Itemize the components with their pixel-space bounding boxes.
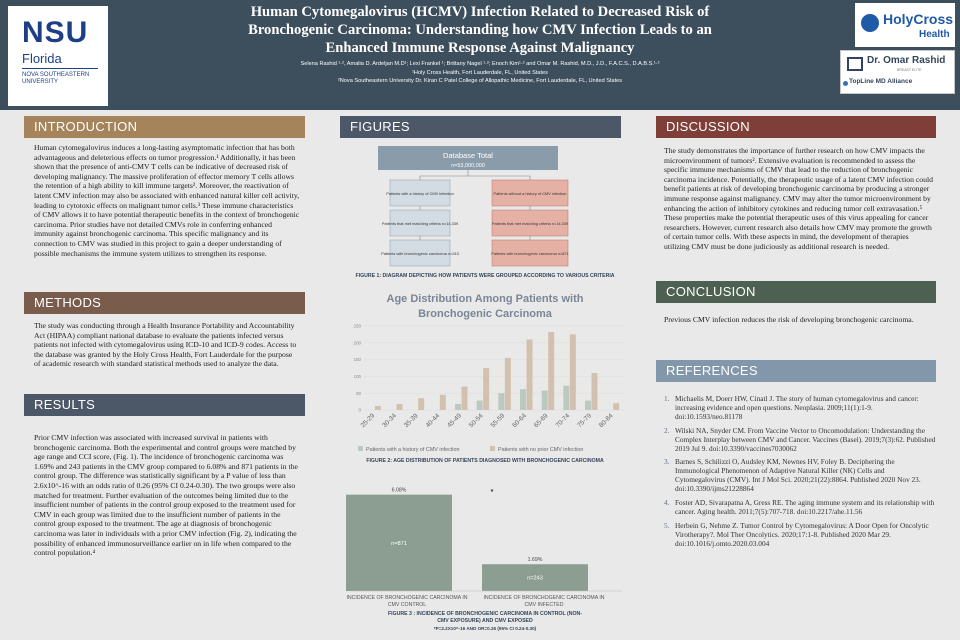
figure-3-caption-line-3: *P=2.2X10^-16 AND OR=0.26 (95% CI 0.24-0.30)	[433, 626, 537, 631]
bar-count-label: n=243	[527, 575, 543, 582]
non-cmv-history-label: Patients without a history of CMV infection	[493, 191, 567, 196]
reference-number: 2.	[664, 425, 670, 435]
nsu-logo	[8, 6, 108, 106]
bar-non-cmv	[613, 403, 619, 410]
nsu-logo-subtitle: Florida	[22, 51, 62, 66]
y-tick-label: 50	[356, 390, 361, 396]
x-tick-label: 50-54	[467, 412, 485, 430]
figure-2-chart	[340, 288, 630, 460]
bar-non-cmv	[505, 358, 511, 410]
x-tick-label: 80-84	[597, 412, 615, 430]
reference-text: Barnes S, Schilizzi O, Audsley KM, Newnes HV, Foley B. Deciphering the Immunological Phenomenon of Adaptive Natural Killer (NK) Cells and Cytomegalovirus (CMV). Int J Mol Sci. 2020;21(22):8864. Published 2020 Nov 23. doi:10.3390/ijms21228864	[675, 457, 921, 494]
y-tick-label: 0	[358, 407, 361, 413]
bar-cmv	[563, 386, 569, 410]
x-tick-label: 30-34	[381, 412, 398, 430]
reference-text: Michaelis M, Doerr HW, Cinatl J. The story of human cytomegalovirus and cancer: increasing evidence and open questions. Neoplasia. 2009;11(1):1-9. doi:10.1593/neo.81178	[675, 394, 919, 421]
affiliation-1: ¹Holy Cross Health, Fort Lauderdale, FL, United States	[412, 69, 548, 76]
legend-label-cmv: Patients with a history of CMV infection	[366, 447, 460, 453]
x-label-control-2: CMV CONTROL	[387, 602, 427, 608]
figure-3-caption	[340, 611, 630, 632]
bar-cmv	[585, 401, 591, 410]
nsu-logo-name: NOVA SOUTHEASTERN UNIVERSITY	[22, 72, 90, 85]
holy-cross-subtitle: Health	[919, 29, 950, 40]
bar-cmv	[477, 401, 483, 410]
reference-item	[664, 499, 936, 517]
reference-list	[664, 395, 936, 554]
topline-dot-icon	[843, 81, 848, 86]
x-tick-label: 25-29	[359, 412, 377, 430]
results-heading: RESULTS	[24, 394, 305, 416]
bar-non-cmv	[397, 404, 403, 410]
author-list: Selena Rashid ¹·², Amalia D. Ardeljan M.D¹; Lexi Frankel ¹; Brittany Nagel ¹·²; Enoch Kim¹·² and Omar M. Rashid, M.D., J.D., F.A.C.S., D.A.B.S.¹·²	[300, 61, 660, 67]
figure-3-caption-line-2: CMV EXPOSURE) AND CMV EXPOSED	[437, 618, 533, 624]
figure-3-chart	[340, 470, 630, 610]
figure-2-caption: FIGURE 2: AGE DISTRIBUTION OF PATIENTS DIAGNOSED WITH BRONCHOGENIC CARCINOMA	[366, 458, 604, 464]
reference-text: Foster AD, Sivarapatna A, Gress RE. The aging immune system and its relationship with cancer. Aging health. 2011;7(5):707-718. doi:10.2217/ahe.11.56	[675, 498, 935, 516]
bar-non-cmv	[418, 398, 424, 410]
poster-authors	[220, 60, 740, 86]
cmv-carcinoma-label: Patients with bronchogenic carcinoma n=243	[381, 251, 459, 256]
bar-non-cmv	[483, 368, 489, 410]
references-heading: REFERENCES	[656, 360, 936, 382]
bar-non-cmv	[462, 386, 468, 410]
figure-3-caption-line-1: FIGURE 3 : INCIDENCE OF BRONCHOGENIC CARCINOMA IN CONTROL (NON-	[388, 611, 582, 617]
reference-text: Herbein G, Nehme Z. Tumor Control by Cytomegalovirus: A Door Open for Oncolytic Virotherapy?. Mol Ther Oncolytics. 2020;17:1-8. Published 2020 Mar 29. doi:10.1016/j.omto.2020.03.004	[675, 520, 929, 548]
x-tick-label: 75-79	[576, 412, 593, 430]
dr-logo-subtitle: BREAST ELITE	[897, 68, 922, 72]
legend-label-non-cmv: Patients with no prior CMV infection	[498, 447, 584, 453]
bar-non-cmv	[592, 373, 598, 410]
nsu-logo-divider	[22, 68, 98, 69]
y-tick-label: 150	[353, 357, 361, 363]
reference-item	[664, 522, 936, 549]
bar-non-cmv	[570, 334, 576, 410]
poster-header	[0, 0, 960, 110]
cross-icon	[861, 14, 879, 32]
figure-2-title-line-1: Age Distribution Among Patients with	[386, 293, 584, 305]
results-text: Prior CMV infection was associated with increased survival in patients with bronchogenic carcinoma. Both the experimental and control groups were matched by age range and CCI score, (Fig. 1). The incidence of bronchogenic carcinoma was 1.69% and 243 patients in the CMV group compared to 6.08% and 871 patients in the control group. The difference was statistically significant by a P value of less than 2.6x10^-16 with an odds ratio of 0.26 (95% CI 0.24-0.30). The two groups were also matched for treatment. Further evaluation of the outcomes being limited due to the insufficient number of patients in the control group exposed to the treatment used for CMV in each group was limited due to the insufficient number of patients in the control group exposed to the treatment. The age at diagnosis of bronchogenic carcinoma was later in individuals with a prior CMV infection (Fig. 2), indicating the possibility of enhanced immunosurveillance earlier on in life when compared to the control population.⁴	[34, 433, 298, 558]
methods-text: The study was conducting through a Health Insurance Portability and Accountability Act (HIPAA) compliant national database to evaluate the patients infected versus patients not infected with cytomegalovirus using ICD-10 and ICD-9 codes. Access to the database was granted by the Holy Cross Health, Fort Lauderdale for the purpose of academic research with standard statistical methods used to analyze the data.	[34, 321, 297, 369]
figure-1-diagram	[340, 140, 630, 288]
x-tick-label: 45-49	[446, 412, 463, 430]
y-tick-label: 200	[353, 340, 361, 346]
introduction-heading: INTRODUCTION	[24, 116, 305, 138]
reference-number: 4.	[664, 498, 670, 508]
figures-heading: FIGURES	[340, 116, 621, 138]
legend-swatch-non-cmv	[490, 446, 495, 451]
discussion-heading: DISCUSSION	[656, 116, 936, 138]
conclusion-heading: CONCLUSION	[656, 281, 936, 303]
x-tick-label: 55-59	[489, 412, 507, 430]
introduction-text: Human cytomegalovirus induces a long-lasting asymptomatic infection that has both advantageous and deleterious effects on tumor progression.¹ Additionally, it has been shown that the presence of anti-CMV T cells can be indicative of decreased risk of developing malignancy. The massive proliferation of effector memory T cells allows the retention of a high ability to kill immune targets². Moreover, the reactivation of latent CMV infection may also be associated with enhanced natural killer cell activity, leading to cytotoxic effects on malignant tumor cells.³ These immune characteristics of CMV allows it to have potential therapeutic benefits in the context of bronchogenic carcinoma. Prior studies have not detailed CMVs role in conferring enhanced immunity against bronchogenic carcinoma. This specific malignancy and its connection to CMV was studied in this project to gain a deeper understanding of possible mechanisms the immune system utilizes to strengthen its response.	[34, 143, 300, 258]
bar-cmv	[542, 391, 548, 410]
bar-non-cmv	[440, 395, 446, 410]
dr-logo-footer: TopLine MD Alliance	[849, 78, 913, 85]
x-tick-label: 40-44	[424, 412, 442, 430]
dr-logo-icon	[847, 57, 863, 71]
reference-number: 3.	[664, 457, 670, 467]
value-label: 6.08%	[391, 487, 407, 494]
x-tick-label: 65-69	[532, 412, 550, 430]
affiliation-2: ²Nova Southeastern University Dr. Kiran C Patel College of Allopathic Medicine, Fort Lauderdale, FL, United States	[337, 78, 623, 84]
value-label: 1.69%	[527, 557, 543, 564]
cmv-matched-label: Patients that met matching criteria n=14,339	[381, 221, 459, 226]
reference-number: 5.	[664, 520, 670, 530]
holy-cross-name: HolyCross	[883, 11, 954, 27]
reference-number: 1.	[664, 394, 670, 403]
methods-heading: METHODS	[24, 292, 305, 314]
non-cmv-carcinoma-label: Patients with bronchogenic carcinoma n=871	[491, 251, 569, 256]
discussion-text: The study demonstrates the importance of further research on how CMV impacts the microenvironment of tumors². Extensive evaluation is recommended to assess the specific immune mechanisms of CMV that lead to the reduction of bronchogenic carcinoma incidence. Potentially, the therapeutic usage of a latent CMV infection could benefit patients at risk of developing bronchogenic carcinoma by producing a stronger immune response against malignancy. CMV may alter the tumor microenvironment by enhancing the action of inhibitory cytokines and reducing tumor cell extravasation.⁵ These properties make the potential therapeutic uses of this virus appealing for cancer researchers. However, current research also details how CMV may promote the growth of certain tumor cells. With these aspects in mind, the development of therapies utilizing CMV must be done judiciously as additional research is needed.	[664, 146, 933, 251]
legend-swatch-cmv	[358, 446, 363, 451]
bar-non-cmv	[548, 332, 554, 410]
bar-cmv	[498, 393, 504, 410]
bar-non-cmv	[527, 339, 533, 410]
significance-marker: *	[490, 489, 494, 496]
x-label-control-1: INCIDENCE OF BRONCHOGENIC CARCINOMA IN	[346, 595, 468, 601]
holy-cross-logo	[855, 3, 955, 47]
figure-2-title-line-2: Bronchogenic Carcinoma	[418, 308, 552, 320]
y-tick-label: 100	[353, 374, 361, 379]
dr-rashid-logo	[840, 50, 955, 94]
reference-item	[664, 458, 936, 494]
conclusion-text: Previous CMV infection reduces the risk of developing bronchogenic carcinoma.	[664, 315, 914, 324]
database-total-value: n=53,000,000	[451, 163, 485, 169]
dr-logo-name: Dr. Omar Rashid	[867, 55, 946, 66]
x-tick-label: 60-64	[511, 412, 528, 430]
figure-1-caption: FIGURE 1: DIAGRAM DEPICTING HOW PATIENTS WERE GROUPED ACCORDING TO VARIOUS CRITERIA	[355, 273, 615, 279]
x-label-infected-1: INCIDENCE OF BRONCHOGENIC CARCINOMA IN	[483, 595, 605, 601]
x-label-infected-2: CMV INFECTED	[524, 602, 564, 608]
x-tick-label: 70-74	[554, 412, 572, 430]
bar-cmv	[520, 389, 526, 410]
bar-non-cmv	[375, 406, 381, 410]
bar-cmv	[455, 404, 461, 410]
nsu-logo-mark: NSU	[22, 16, 89, 49]
reference-item	[664, 427, 936, 454]
cmv-history-label: Patients with a history of CMV infection	[386, 191, 454, 196]
poster-title: Human Cytomegalovirus (HCMV) Infection Related to Decreased Risk of Bronchogenic Carcinoma: Understanding how CMV Infection Leads to an Enhanced Immune Response Against Malignancy	[248, 4, 712, 56]
reference-text: Wilski NA, Snyder CM. From Vaccine Vector to Oncomodulation: Understanding the Complex Interplay between CMV and Cancer. Vaccines (Basel). 2019;7(3):62. Published 2019 Jul 9. doi:10.3390/vaccines7030062	[675, 425, 936, 453]
x-tick-label: 35-39	[402, 412, 420, 430]
reference-item	[664, 395, 936, 422]
y-tick-label: 250	[353, 323, 361, 329]
bar-count-label: n=871	[391, 540, 407, 547]
database-total-label: Database Total	[443, 151, 493, 160]
non-cmv-matched-label: Patients that met matching criteria n=14,339	[491, 221, 569, 226]
